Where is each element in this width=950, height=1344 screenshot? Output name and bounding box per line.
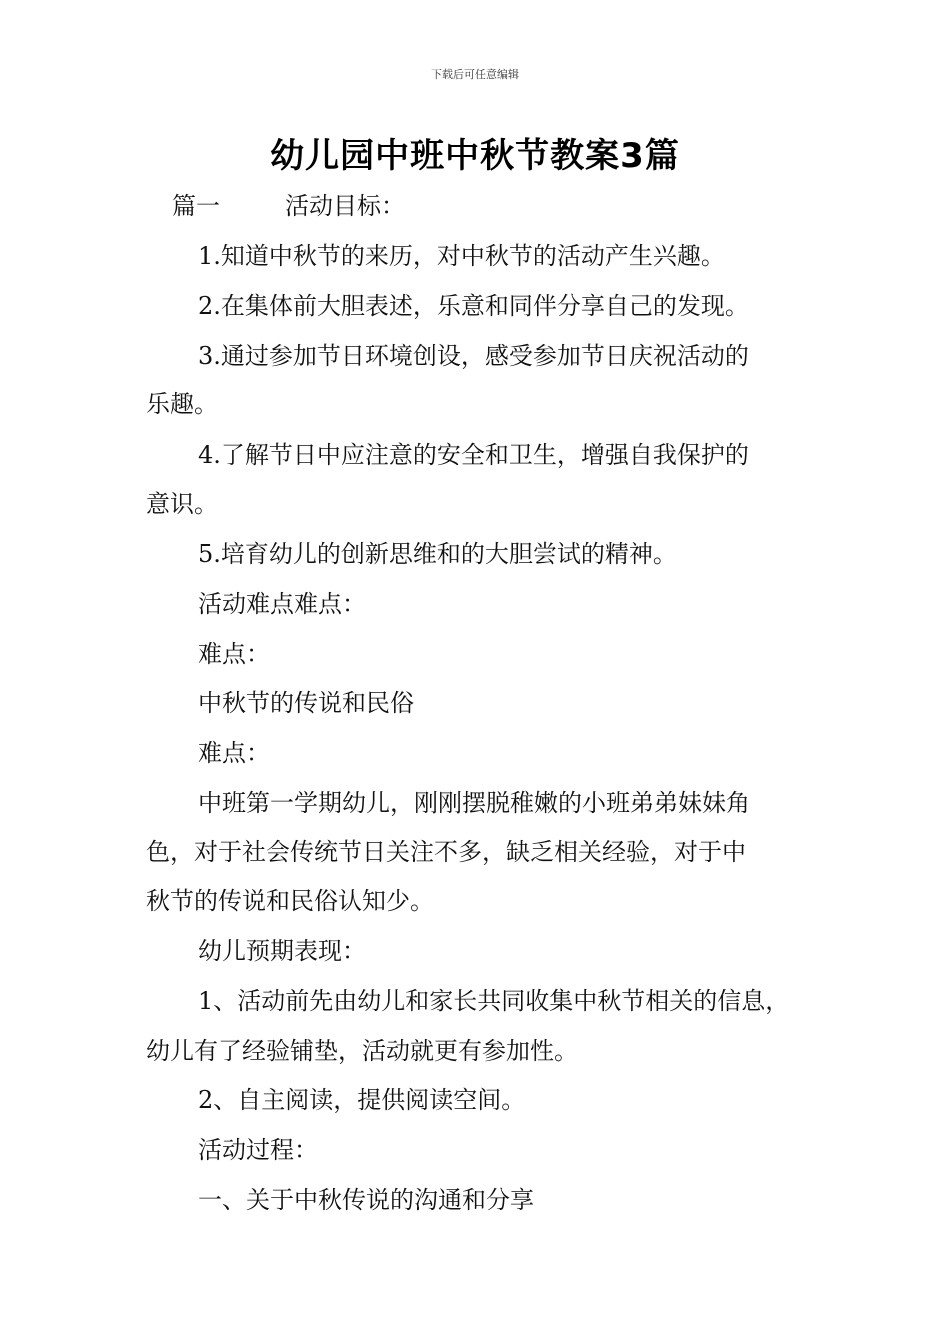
difficulty-2-cont-1: 色，对于社会传统节日关注不多，缺乏相关经验，对于中 [146,838,746,866]
expected-1: 1、活动前先由幼儿和家长共同收集中秋节相关的信息， [198,987,790,1015]
goal-1: 1.知道中秋节的来历，对中秋节的活动产生兴趣。 [198,242,725,270]
expected-2: 2、自主阅读，提供阅读空间。 [198,1086,526,1114]
process-step-1: 一、关于中秋传说的沟通和分享 [198,1186,534,1214]
goal-3: 3.通过参加节日环境创设，感受参加节日庆祝活动的 [198,342,749,370]
goal-2: 2.在集体前大胆表述，乐意和同伴分享自己的发现。 [198,292,749,320]
difficulty-2-cont-2: 秋节的传说和民俗认知少。 [146,887,434,915]
difficulty-2-text: 中班第一学期幼儿，刚刚摆脱稚嫩的小班弟弟妹妹角 [198,789,750,817]
heading-difficulties: 活动难点难点： [198,590,366,618]
heading-expected-performance: 幼儿预期表现： [198,937,366,965]
label-difficulty-2: 难点： [198,739,270,767]
label-difficulty-1: 难点： [198,640,270,668]
goal-4-cont: 意识。 [146,490,218,518]
heading-activity-process: 活动过程： [198,1136,318,1164]
expected-1-cont: 幼儿有了经验铺垫，活动就更有参加性。 [146,1037,578,1065]
goal-5: 5.培育幼儿的创新思维和的大胆尝试的精神。 [198,540,677,568]
heading-activity-goals: 活动目标： [285,192,405,220]
header-note: 下载后可任意编辑 [431,68,519,81]
difficulty-1-text: 中秋节的传说和民俗 [198,689,414,717]
goal-4: 4.了解节日中应注意的安全和卫生，增强自我保护的 [198,441,749,469]
document-title: 幼儿园中班中秋节教案3篇 [270,136,680,176]
goal-3-cont: 乐趣。 [146,390,218,418]
section-label: 篇一 [172,192,220,220]
